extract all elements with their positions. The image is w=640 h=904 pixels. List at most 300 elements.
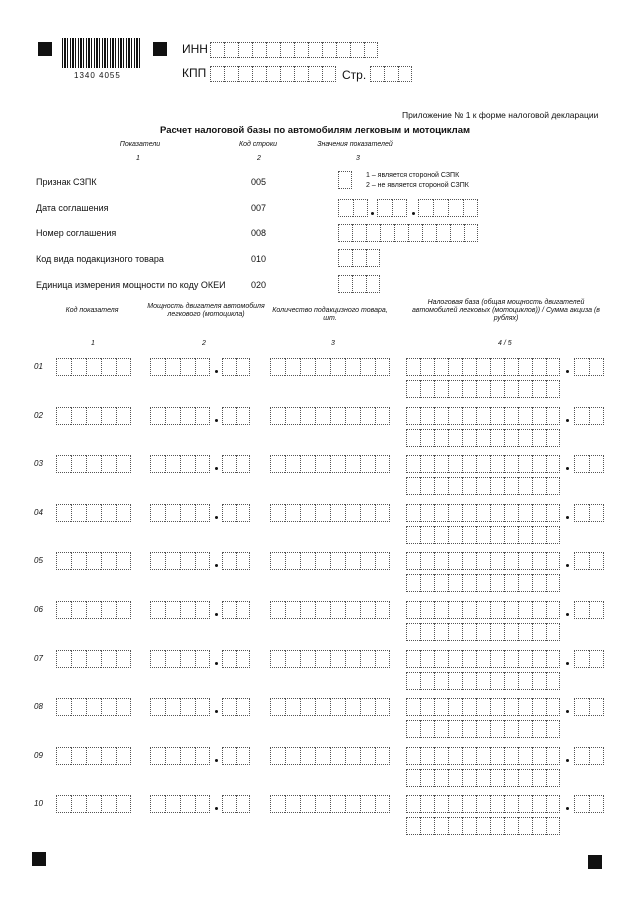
- input-cell[interactable]: [56, 601, 71, 619]
- excise-amount-field[interactable]: [406, 623, 560, 641]
- input-cell[interactable]: [434, 504, 448, 522]
- input-cell[interactable]: [546, 698, 560, 716]
- input-cell[interactable]: [150, 504, 165, 522]
- input-cell[interactable]: [546, 650, 560, 668]
- input-cell[interactable]: [422, 224, 436, 242]
- input-cell[interactable]: [101, 601, 116, 619]
- input-cell[interactable]: [589, 650, 604, 668]
- quantity-field[interactable]: [270, 601, 390, 619]
- input-cell[interactable]: [210, 66, 224, 82]
- input-cell[interactable]: [315, 455, 330, 473]
- input-cell[interactable]: [56, 455, 71, 473]
- input-cell[interactable]: [392, 199, 407, 217]
- input-cell[interactable]: [180, 504, 195, 522]
- input-cell[interactable]: [504, 477, 518, 495]
- input-cell[interactable]: [518, 380, 532, 398]
- input-cell[interactable]: [546, 769, 560, 787]
- input-cell[interactable]: [518, 623, 532, 641]
- input-cell[interactable]: [360, 455, 375, 473]
- input-cell[interactable]: [270, 747, 285, 765]
- input-cell[interactable]: [462, 407, 476, 425]
- input-cell[interactable]: [476, 552, 490, 570]
- input-cell[interactable]: [360, 747, 375, 765]
- input-cell[interactable]: [352, 275, 366, 293]
- engine-power-integer-field[interactable]: [150, 650, 210, 668]
- input-cell[interactable]: [546, 574, 560, 592]
- input-cell[interactable]: [86, 358, 101, 376]
- input-cell[interactable]: [116, 795, 131, 813]
- input-cell[interactable]: [532, 601, 546, 619]
- input-cell[interactable]: [532, 429, 546, 447]
- input-cell[interactable]: [238, 42, 252, 58]
- input-cell[interactable]: [434, 795, 448, 813]
- input-cell[interactable]: [448, 358, 462, 376]
- input-cell[interactable]: [589, 601, 604, 619]
- input-cell[interactable]: [476, 698, 490, 716]
- input-cell[interactable]: [270, 358, 285, 376]
- input-cell[interactable]: [420, 380, 434, 398]
- input-cell[interactable]: [420, 552, 434, 570]
- input-cell[interactable]: [532, 623, 546, 641]
- input-cell[interactable]: [180, 601, 195, 619]
- excise-amount-field[interactable]: [406, 477, 560, 495]
- input-cell[interactable]: [180, 455, 195, 473]
- input-cell[interactable]: [56, 698, 71, 716]
- input-cell[interactable]: [490, 720, 504, 738]
- input-cell[interactable]: [270, 698, 285, 716]
- agreement-year-field[interactable]: [418, 199, 478, 217]
- input-cell[interactable]: [546, 747, 560, 765]
- input-cell[interactable]: [360, 698, 375, 716]
- input-cell[interactable]: [380, 224, 394, 242]
- input-cell[interactable]: [476, 650, 490, 668]
- input-cell[interactable]: [546, 504, 560, 522]
- input-cell[interactable]: [418, 199, 433, 217]
- inn-field[interactable]: [210, 42, 378, 58]
- input-cell[interactable]: [504, 747, 518, 765]
- input-cell[interactable]: [71, 407, 86, 425]
- input-cell[interactable]: [364, 42, 378, 58]
- input-cell[interactable]: [180, 698, 195, 716]
- input-cell[interactable]: [406, 698, 420, 716]
- input-cell[interactable]: [420, 455, 434, 473]
- input-cell[interactable]: [448, 380, 462, 398]
- tax-base-decimal-field[interactable]: [574, 650, 604, 668]
- input-cell[interactable]: [434, 407, 448, 425]
- input-cell[interactable]: [222, 650, 236, 668]
- input-cell[interactable]: [420, 817, 434, 835]
- input-cell[interactable]: [224, 42, 238, 58]
- quantity-field[interactable]: [270, 698, 390, 716]
- input-cell[interactable]: [360, 650, 375, 668]
- input-cell[interactable]: [71, 504, 86, 522]
- input-cell[interactable]: [300, 504, 315, 522]
- input-cell[interactable]: [210, 42, 224, 58]
- input-cell[interactable]: [360, 504, 375, 522]
- input-cell[interactable]: [56, 552, 71, 570]
- input-cell[interactable]: [462, 747, 476, 765]
- input-cell[interactable]: [195, 552, 210, 570]
- input-cell[interactable]: [434, 358, 448, 376]
- input-cell[interactable]: [56, 747, 71, 765]
- input-cell[interactable]: [406, 747, 420, 765]
- input-cell[interactable]: [330, 407, 345, 425]
- input-cell[interactable]: [285, 795, 300, 813]
- input-cell[interactable]: [280, 42, 294, 58]
- kpp-field[interactable]: [210, 66, 336, 82]
- agreement-number-field[interactable]: [338, 224, 478, 242]
- input-cell[interactable]: [448, 574, 462, 592]
- tax-base-integer-field[interactable]: [406, 795, 560, 813]
- input-cell[interactable]: [504, 817, 518, 835]
- input-cell[interactable]: [360, 601, 375, 619]
- tax-base-decimal-field[interactable]: [574, 552, 604, 570]
- tax-base-integer-field[interactable]: [406, 358, 560, 376]
- input-cell[interactable]: [330, 747, 345, 765]
- input-cell[interactable]: [406, 672, 420, 690]
- input-cell[interactable]: [476, 380, 490, 398]
- input-cell[interactable]: [56, 650, 71, 668]
- input-cell[interactable]: [338, 171, 352, 189]
- input-cell[interactable]: [165, 601, 180, 619]
- input-cell[interactable]: [490, 817, 504, 835]
- input-cell[interactable]: [518, 601, 532, 619]
- input-cell[interactable]: [546, 817, 560, 835]
- engine-power-integer-field[interactable]: [150, 601, 210, 619]
- input-cell[interactable]: [300, 407, 315, 425]
- input-cell[interactable]: [420, 623, 434, 641]
- input-cell[interactable]: [532, 747, 546, 765]
- input-cell[interactable]: [101, 795, 116, 813]
- tax-base-integer-field[interactable]: [406, 747, 560, 765]
- engine-power-integer-field[interactable]: [150, 455, 210, 473]
- input-cell[interactable]: [180, 407, 195, 425]
- input-cell[interactable]: [518, 720, 532, 738]
- input-cell[interactable]: [532, 358, 546, 376]
- input-cell[interactable]: [165, 407, 180, 425]
- tax-base-integer-field[interactable]: [406, 698, 560, 716]
- input-cell[interactable]: [315, 407, 330, 425]
- input-cell[interactable]: [448, 504, 462, 522]
- input-cell[interactable]: [222, 455, 236, 473]
- input-cell[interactable]: [546, 455, 560, 473]
- input-cell[interactable]: [222, 358, 236, 376]
- input-cell[interactable]: [589, 795, 604, 813]
- input-cell[interactable]: [180, 747, 195, 765]
- input-cell[interactable]: [150, 650, 165, 668]
- input-cell[interactable]: [338, 224, 352, 242]
- input-cell[interactable]: [408, 224, 422, 242]
- input-cell[interactable]: [116, 698, 131, 716]
- input-cell[interactable]: [285, 504, 300, 522]
- input-cell[interactable]: [150, 795, 165, 813]
- input-cell[interactable]: [330, 795, 345, 813]
- input-cell[interactable]: [448, 795, 462, 813]
- tax-base-integer-field[interactable]: [406, 552, 560, 570]
- input-cell[interactable]: [330, 650, 345, 668]
- input-cell[interactable]: [476, 429, 490, 447]
- indicator-code-field[interactable]: [56, 747, 131, 765]
- input-cell[interactable]: [490, 504, 504, 522]
- input-cell[interactable]: [360, 407, 375, 425]
- input-cell[interactable]: [574, 650, 589, 668]
- input-cell[interactable]: [195, 358, 210, 376]
- engine-power-decimal-field[interactable]: [222, 601, 250, 619]
- input-cell[interactable]: [589, 407, 604, 425]
- input-cell[interactable]: [574, 601, 589, 619]
- input-cell[interactable]: [434, 429, 448, 447]
- excise-amount-field[interactable]: [406, 526, 560, 544]
- input-cell[interactable]: [420, 795, 434, 813]
- input-cell[interactable]: [285, 407, 300, 425]
- quantity-field[interactable]: [270, 455, 390, 473]
- input-cell[interactable]: [353, 199, 368, 217]
- input-cell[interactable]: [406, 650, 420, 668]
- input-cell[interactable]: [420, 698, 434, 716]
- input-cell[interactable]: [504, 574, 518, 592]
- input-cell[interactable]: [222, 552, 236, 570]
- input-cell[interactable]: [315, 650, 330, 668]
- input-cell[interactable]: [86, 650, 101, 668]
- input-cell[interactable]: [518, 455, 532, 473]
- indicator-code-field[interactable]: [56, 698, 131, 716]
- input-cell[interactable]: [315, 747, 330, 765]
- input-cell[interactable]: [116, 747, 131, 765]
- engine-power-decimal-field[interactable]: [222, 795, 250, 813]
- input-cell[interactable]: [448, 429, 462, 447]
- input-cell[interactable]: [420, 720, 434, 738]
- input-cell[interactable]: [434, 552, 448, 570]
- input-cell[interactable]: [504, 623, 518, 641]
- input-cell[interactable]: [86, 795, 101, 813]
- input-cell[interactable]: [270, 455, 285, 473]
- input-cell[interactable]: [420, 504, 434, 522]
- input-cell[interactable]: [518, 769, 532, 787]
- input-cell[interactable]: [448, 698, 462, 716]
- input-cell[interactable]: [71, 358, 86, 376]
- input-cell[interactable]: [71, 698, 86, 716]
- excise-amount-field[interactable]: [406, 574, 560, 592]
- input-cell[interactable]: [532, 407, 546, 425]
- engine-power-decimal-field[interactable]: [222, 698, 250, 716]
- tax-base-decimal-field[interactable]: [574, 407, 604, 425]
- input-cell[interactable]: [345, 650, 360, 668]
- excise-amount-field[interactable]: [406, 720, 560, 738]
- input-cell[interactable]: [532, 720, 546, 738]
- input-cell[interactable]: [490, 650, 504, 668]
- input-cell[interactable]: [165, 747, 180, 765]
- input-cell[interactable]: [101, 650, 116, 668]
- input-cell[interactable]: [434, 623, 448, 641]
- input-cell[interactable]: [504, 358, 518, 376]
- input-cell[interactable]: [180, 358, 195, 376]
- input-cell[interactable]: [490, 795, 504, 813]
- input-cell[interactable]: [375, 552, 390, 570]
- input-cell[interactable]: [434, 477, 448, 495]
- input-cell[interactable]: [518, 817, 532, 835]
- input-cell[interactable]: [546, 407, 560, 425]
- input-cell[interactable]: [434, 698, 448, 716]
- input-cell[interactable]: [463, 199, 478, 217]
- input-cell[interactable]: [518, 407, 532, 425]
- input-cell[interactable]: [308, 42, 322, 58]
- input-cell[interactable]: [236, 358, 250, 376]
- indicator-code-field[interactable]: [56, 407, 131, 425]
- input-cell[interactable]: [462, 358, 476, 376]
- input-cell[interactable]: [370, 66, 384, 82]
- input-cell[interactable]: [377, 199, 392, 217]
- input-cell[interactable]: [222, 795, 236, 813]
- input-cell[interactable]: [300, 552, 315, 570]
- input-cell[interactable]: [375, 795, 390, 813]
- input-cell[interactable]: [532, 769, 546, 787]
- input-cell[interactable]: [448, 552, 462, 570]
- engine-power-integer-field[interactable]: [150, 407, 210, 425]
- input-cell[interactable]: [574, 698, 589, 716]
- input-cell[interactable]: [236, 698, 250, 716]
- input-cell[interactable]: [518, 574, 532, 592]
- quantity-field[interactable]: [270, 795, 390, 813]
- quantity-field[interactable]: [270, 650, 390, 668]
- input-cell[interactable]: [518, 747, 532, 765]
- excise-amount-field[interactable]: [406, 817, 560, 835]
- input-cell[interactable]: [406, 526, 420, 544]
- engine-power-integer-field[interactable]: [150, 795, 210, 813]
- input-cell[interactable]: [406, 380, 420, 398]
- input-cell[interactable]: [236, 747, 250, 765]
- input-cell[interactable]: [86, 552, 101, 570]
- input-cell[interactable]: [116, 601, 131, 619]
- input-cell[interactable]: [504, 601, 518, 619]
- input-cell[interactable]: [270, 795, 285, 813]
- input-cell[interactable]: [574, 747, 589, 765]
- engine-power-decimal-field[interactable]: [222, 552, 250, 570]
- excise-type-code-field[interactable]: [338, 249, 380, 267]
- input-cell[interactable]: [236, 455, 250, 473]
- input-cell[interactable]: [285, 747, 300, 765]
- input-cell[interactable]: [375, 650, 390, 668]
- input-cell[interactable]: [462, 455, 476, 473]
- input-cell[interactable]: [101, 504, 116, 522]
- input-cell[interactable]: [252, 42, 266, 58]
- input-cell[interactable]: [406, 601, 420, 619]
- input-cell[interactable]: [406, 504, 420, 522]
- input-cell[interactable]: [476, 407, 490, 425]
- input-cell[interactable]: [375, 698, 390, 716]
- input-cell[interactable]: [394, 224, 408, 242]
- tax-base-decimal-field[interactable]: [574, 504, 604, 522]
- input-cell[interactable]: [150, 601, 165, 619]
- input-cell[interactable]: [406, 720, 420, 738]
- input-cell[interactable]: [330, 455, 345, 473]
- input-cell[interactable]: [294, 42, 308, 58]
- input-cell[interactable]: [224, 66, 238, 82]
- input-cell[interactable]: [420, 747, 434, 765]
- input-cell[interactable]: [366, 249, 380, 267]
- input-cell[interactable]: [195, 795, 210, 813]
- input-cell[interactable]: [300, 455, 315, 473]
- input-cell[interactable]: [448, 769, 462, 787]
- engine-power-integer-field[interactable]: [150, 504, 210, 522]
- input-cell[interactable]: [195, 601, 210, 619]
- input-cell[interactable]: [532, 552, 546, 570]
- input-cell[interactable]: [375, 407, 390, 425]
- input-cell[interactable]: [165, 795, 180, 813]
- input-cell[interactable]: [448, 526, 462, 544]
- input-cell[interactable]: [462, 429, 476, 447]
- input-cell[interactable]: [330, 552, 345, 570]
- input-cell[interactable]: [476, 672, 490, 690]
- input-cell[interactable]: [462, 504, 476, 522]
- tax-base-decimal-field[interactable]: [574, 455, 604, 473]
- engine-power-integer-field[interactable]: [150, 358, 210, 376]
- input-cell[interactable]: [86, 455, 101, 473]
- input-cell[interactable]: [546, 429, 560, 447]
- input-cell[interactable]: [434, 650, 448, 668]
- engine-power-decimal-field[interactable]: [222, 747, 250, 765]
- excise-amount-field[interactable]: [406, 769, 560, 787]
- input-cell[interactable]: [270, 601, 285, 619]
- input-cell[interactable]: [86, 698, 101, 716]
- input-cell[interactable]: [165, 650, 180, 668]
- input-cell[interactable]: [71, 601, 86, 619]
- tax-base-decimal-field[interactable]: [574, 747, 604, 765]
- input-cell[interactable]: [345, 795, 360, 813]
- input-cell[interactable]: [285, 552, 300, 570]
- input-cell[interactable]: [375, 747, 390, 765]
- input-cell[interactable]: [406, 817, 420, 835]
- input-cell[interactable]: [315, 504, 330, 522]
- agreement-day-field[interactable]: [338, 199, 368, 217]
- input-cell[interactable]: [86, 601, 101, 619]
- input-cell[interactable]: [532, 477, 546, 495]
- input-cell[interactable]: [195, 407, 210, 425]
- input-cell[interactable]: [434, 769, 448, 787]
- input-cell[interactable]: [406, 623, 420, 641]
- input-cell[interactable]: [546, 623, 560, 641]
- input-cell[interactable]: [150, 747, 165, 765]
- input-cell[interactable]: [504, 504, 518, 522]
- engine-power-decimal-field[interactable]: [222, 455, 250, 473]
- input-cell[interactable]: [366, 275, 380, 293]
- input-cell[interactable]: [476, 477, 490, 495]
- input-cell[interactable]: [518, 795, 532, 813]
- input-cell[interactable]: [300, 650, 315, 668]
- input-cell[interactable]: [375, 358, 390, 376]
- input-cell[interactable]: [504, 429, 518, 447]
- input-cell[interactable]: [308, 66, 322, 82]
- excise-amount-field[interactable]: [406, 672, 560, 690]
- input-cell[interactable]: [476, 526, 490, 544]
- input-cell[interactable]: [56, 407, 71, 425]
- input-cell[interactable]: [490, 552, 504, 570]
- input-cell[interactable]: [406, 358, 420, 376]
- input-cell[interactable]: [490, 407, 504, 425]
- input-cell[interactable]: [300, 747, 315, 765]
- page-number-field[interactable]: [370, 66, 412, 82]
- input-cell[interactable]: [490, 526, 504, 544]
- input-cell[interactable]: [270, 504, 285, 522]
- input-cell[interactable]: [546, 672, 560, 690]
- input-cell[interactable]: [116, 650, 131, 668]
- input-cell[interactable]: [338, 249, 352, 267]
- input-cell[interactable]: [352, 249, 366, 267]
- input-cell[interactable]: [574, 407, 589, 425]
- input-cell[interactable]: [330, 504, 345, 522]
- input-cell[interactable]: [285, 601, 300, 619]
- input-cell[interactable]: [546, 601, 560, 619]
- input-cell[interactable]: [462, 769, 476, 787]
